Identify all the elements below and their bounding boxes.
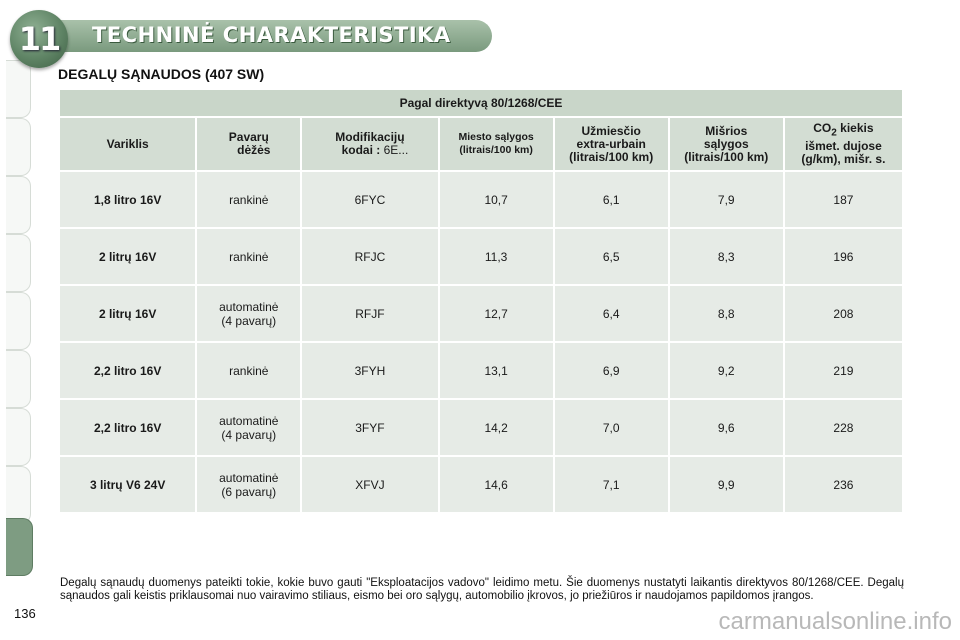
- chapter-tab[interactable]: [6, 292, 31, 350]
- chapter-tab[interactable]: [6, 60, 31, 118]
- chapter-tab[interactable]: [6, 176, 31, 234]
- table-caption: Pagal direktyvą 80/1268/CEE: [60, 90, 902, 116]
- cell-modification-code: RFJF: [302, 286, 437, 341]
- cell-urban: 13,1: [440, 343, 553, 398]
- cell-modification-code: RFJC: [302, 229, 437, 284]
- cell-engine: 2 litrų 16V: [60, 229, 195, 284]
- cell-modification-code: XFVJ: [302, 457, 437, 512]
- cell-mixed: 9,9: [670, 457, 783, 512]
- cell-mixed: 9,2: [670, 343, 783, 398]
- cell-urban: 11,3: [440, 229, 553, 284]
- header-mixed: Mišrios sąlygos (litrais/100 km): [670, 118, 783, 170]
- chapter-tab[interactable]: [6, 408, 31, 466]
- chapter-number: 11: [18, 20, 60, 58]
- footnote: Degalų sąnaudų duomenys pateikti tokie, kokie buvo gauti "Eksploatacijos vadovo" leidimo metu. Šie duomenys nustatyti laikantis direktyvos 80/1268/CEE. Degalų sąnaudos gali keistis priklausomai nuo vairavimo stiliaus, eismo bei oro sąlygų, automobilio įkrovos, jo priežiūros ir naudojamos papildomos įrangos.: [60, 577, 904, 602]
- chapter-title: TECHNINĖ CHARAKTERISTIKA: [92, 23, 451, 47]
- cell-mixed: 8,8: [670, 286, 783, 341]
- header-gearbox: Pavarų dėžės: [197, 118, 300, 170]
- cell-extra-urban: 7,0: [555, 400, 668, 455]
- cell-engine: 2,2 litro 16V: [60, 400, 195, 455]
- cell-co2: 187: [785, 172, 902, 227]
- cell-modification-code: 3FYH: [302, 343, 437, 398]
- cell-urban: 12,7: [440, 286, 553, 341]
- cell-gearbox: rankinė: [197, 229, 300, 284]
- cell-urban: 10,7: [440, 172, 553, 227]
- table-row: [60, 400, 902, 455]
- chapter-tab[interactable]: [6, 466, 31, 524]
- cell-engine: 2 litrų 16V: [60, 286, 195, 341]
- fuel-consumption-table: [58, 88, 904, 514]
- cell-engine: 1,8 litro 16V: [60, 172, 195, 227]
- table-row: [60, 343, 902, 398]
- table-row: [60, 229, 902, 284]
- cell-gearbox: automatinė (4 pavarų): [197, 400, 300, 455]
- cell-co2: 208: [785, 286, 902, 341]
- chapter-tab[interactable]: [6, 234, 31, 292]
- cell-mixed: 7,9: [670, 172, 783, 227]
- cell-co2: 219: [785, 343, 902, 398]
- cell-co2: 196: [785, 229, 902, 284]
- cell-co2: 236: [785, 457, 902, 512]
- cell-modification-code: 6FYC: [302, 172, 437, 227]
- cell-engine: 3 litrų V6 24V: [60, 457, 195, 512]
- chapter-number-badge: [10, 10, 68, 68]
- header-extra-urban: Užmiesčio extra-urbain (litrais/100 km): [555, 118, 668, 170]
- cell-extra-urban: 6,5: [555, 229, 668, 284]
- section-title: DEGALŲ SĄNAUDOS (407 SW): [58, 66, 265, 82]
- chapter-tab[interactable]: [6, 118, 31, 176]
- table-row: [60, 457, 902, 512]
- cell-gearbox: automatinė (4 pavarų): [197, 286, 300, 341]
- header-urban: Miesto sąlygos (litrais/100 km): [440, 118, 553, 170]
- cell-mixed: 9,6: [670, 400, 783, 455]
- cell-gearbox: rankinė: [197, 343, 300, 398]
- cell-extra-urban: 6,9: [555, 343, 668, 398]
- header-engine: Variklis: [60, 118, 195, 170]
- cell-urban: 14,2: [440, 400, 553, 455]
- header-modification: Modifikacijų kodai : 6E...: [302, 118, 437, 170]
- chapter-tab[interactable]: [6, 350, 31, 408]
- page-number: 136: [14, 606, 36, 621]
- cell-gearbox: automatinė (6 pavarų): [197, 457, 300, 512]
- cell-urban: 14,6: [440, 457, 553, 512]
- chapter-tab-active[interactable]: [6, 518, 33, 576]
- cell-modification-code: 3FYF: [302, 400, 437, 455]
- cell-extra-urban: 6,1: [555, 172, 668, 227]
- cell-co2: 228: [785, 400, 902, 455]
- table-row: [60, 286, 902, 341]
- table-row: [60, 172, 902, 227]
- cell-extra-urban: 6,4: [555, 286, 668, 341]
- cell-mixed: 8,3: [670, 229, 783, 284]
- chapter-title-bar: [52, 20, 492, 52]
- cell-extra-urban: 7,1: [555, 457, 668, 512]
- header-co2: $CO_2$ kiekis išmet. dujose (g/km), mišr. s.: [785, 118, 902, 170]
- cell-gearbox: rankinė: [197, 172, 300, 227]
- chapter-tabs: [0, 60, 34, 580]
- cell-engine: 2,2 litro 16V: [60, 343, 195, 398]
- watermark: carmanualsonline.info: [718, 608, 952, 635]
